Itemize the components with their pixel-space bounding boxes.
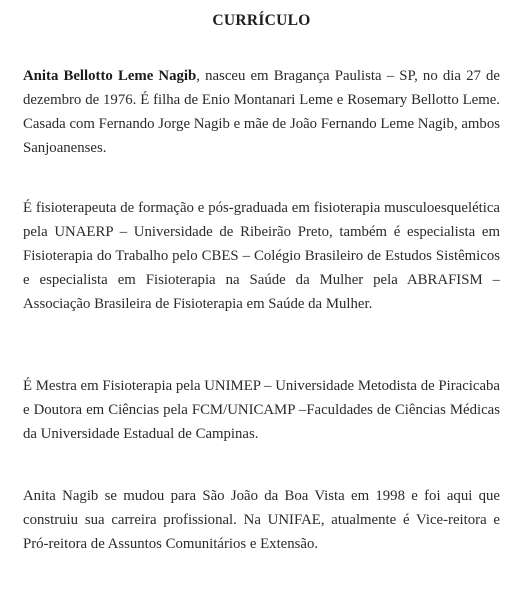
paragraph-career: Anita Nagib se mudou para São João da Boa Vista em 1998 e foi aqui que construiu sua carreira profissional. Na UNIFAE, atualmente é Vice-reitora e Pró-reitora de Assuntos Comunitários e Extensão. — [23, 488, 500, 552]
person-name: Anita Bellotto Leme Nagib — [23, 68, 197, 84]
paragraph-degrees: É Mestra em Fisioterapia pela UNIMEP – Universidade Metodista de Piracicaba e Doutora em Ciências pela FCM/UNICAMP –Faculdades de Ciências Médicas da Universidade Estadual de Campinas. — [23, 378, 500, 442]
paragraph-biography-text: , nasceu em Bragança Paulista – SP, no dia 27 de dezembro de 1976. É filha de Enio Montanari Leme e Rosemary Bellotto Leme. Casada com Fernando Jorge Nagib e mãe de João Fernando Leme Nagib, ambos Sanjoanenses. — [23, 68, 500, 156]
document-title: CURRÍCULO — [212, 12, 311, 29]
paragraph-education: É fisioterapeuta de formação e pós-graduada em fisioterapia musculoesquelética pela UNAERP – Universidade de Ribeirão Preto, também é especialista em Fisioterapia do Trabalho pelo CBES – Colégio Brasileiro de Estudos Sistêmicos e especialista em Fisioterapia na Saúde da Mulher pela ABRAFISM – Associação Brasileira de Fisioterapia em Saúde da Mulher. — [23, 200, 500, 312]
paragraph-biography — [23, 64, 500, 160]
